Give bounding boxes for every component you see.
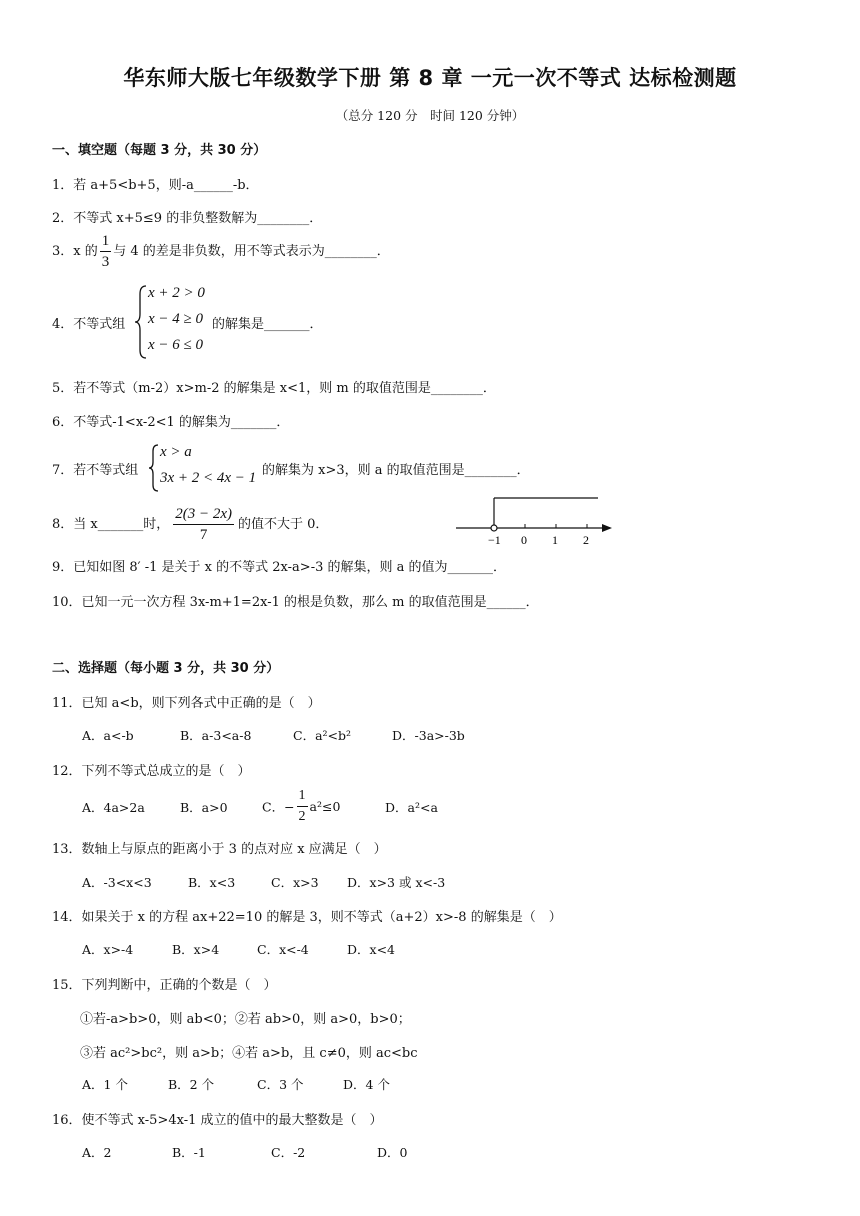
question-14: 14．如果关于 x 的方程 ax+22=10 的解是 3，则不等式（a+2）x>-8 的解集是（ ） bbox=[52, 910, 562, 925]
option-13-d: D．x>3 或 x<-3 bbox=[347, 875, 446, 890]
question-2: 2．不等式 x+5≤9 的非负整数解为________． bbox=[52, 211, 323, 226]
question-5: 5．若不等式（m-2）x>m-2 的解集是 x<1，则 m 的取值范围是________． bbox=[52, 381, 496, 396]
question-11: 11．已知 a<b，则下列各式中正确的是（ ） bbox=[52, 696, 321, 711]
question-1: 1．若 a+5<b+5，则-a______-b． bbox=[52, 178, 259, 193]
option-13-a: A．-3<x<3 bbox=[82, 875, 152, 890]
question-6: 6．不等式-1<x-2<1 的解集为_______． bbox=[52, 415, 290, 430]
question-3-post: 与 4 的差是非负数，用不等式表示为________． bbox=[113, 244, 390, 259]
question-7-post: 的解集为 x>3，则 a 的取值范围是________． bbox=[262, 463, 530, 478]
question-9: 9．已知如图 8′ -1 是关于 x 的不等式 2x-a>-3 的解集，则 a 的值为_______． bbox=[52, 560, 507, 575]
option-12-a: A．4a>2a bbox=[82, 800, 145, 815]
fraction-one-third bbox=[100, 231, 112, 272]
option-11-b: B．a-3<a-8 bbox=[180, 728, 252, 743]
option-11-d: D．-3a>-3b bbox=[392, 728, 465, 743]
option-15-c: C．3 个 bbox=[257, 1077, 304, 1092]
fraction-denominator: 7 bbox=[199, 527, 208, 543]
fraction-denominator: 3 bbox=[101, 254, 110, 270]
option-11-c: C．a²<b² bbox=[293, 728, 352, 743]
option-15-a: A．1 个 bbox=[82, 1077, 128, 1092]
option-12-c bbox=[262, 786, 340, 827]
tick-label: −1 bbox=[488, 533, 501, 547]
option-14-b: B．x>4 bbox=[172, 942, 220, 957]
question-15: 15．下列判断中，正确的个数是（ ） bbox=[52, 978, 277, 993]
question-12: 12．下列不等式总成立的是（ ） bbox=[52, 764, 251, 779]
option-15-d: D．4 个 bbox=[343, 1077, 390, 1092]
question-15-statements-1: ①若-a>b>0，则 ab<0；②若 ab>0，则 a>0，b>0； bbox=[80, 1012, 411, 1027]
option-12-c-prefix: C．− bbox=[262, 799, 295, 815]
question-13: 13．数轴上与原点的距离小于 3 的点对应 x 应满足（ ） bbox=[52, 842, 387, 857]
question-8-pre: 8．当 x_______时， bbox=[52, 517, 170, 532]
option-15-b: B．2 个 bbox=[168, 1077, 215, 1092]
system-7-line-1: x > a bbox=[160, 444, 192, 460]
option-16-b: B．-1 bbox=[172, 1145, 206, 1160]
system-4-line-2: x − 4 ≥ 0 bbox=[148, 311, 204, 327]
option-13-b: B．x<3 bbox=[188, 875, 236, 890]
option-12-d: D．a²<a bbox=[385, 800, 438, 815]
section-heading-fill-blank: 一、填空题（每题 3 分，共 30 分） bbox=[52, 143, 267, 158]
system-7-line-2: 3x + 2 < 4x − 1 bbox=[160, 470, 257, 486]
tick-label: 2 bbox=[583, 533, 589, 547]
system-4-line-1: x + 2 > 0 bbox=[148, 285, 205, 301]
option-14-d: D．x<4 bbox=[347, 942, 395, 957]
option-16-c: C．-2 bbox=[271, 1145, 306, 1160]
question-4-post: 的解集是_______． bbox=[212, 317, 323, 332]
option-12-c-suffix: a²≤0 bbox=[309, 799, 341, 814]
fraction-numerator: 1 bbox=[297, 786, 308, 807]
tick-label: 0 bbox=[521, 533, 527, 547]
question-3 bbox=[52, 231, 390, 272]
section-heading-multiple-choice: 二、选择题（每小题 3 分，共 30 分） bbox=[52, 661, 280, 676]
fraction-denominator: 2 bbox=[298, 809, 306, 824]
tick-label: 1 bbox=[552, 533, 558, 547]
fraction-numerator: 2(3 − 2x) bbox=[173, 504, 234, 525]
option-16-a: A．2 bbox=[82, 1145, 112, 1160]
fraction-expression bbox=[173, 504, 234, 545]
left-brace-icon bbox=[134, 284, 148, 360]
page-subtitle: （总分 120 分 时间 120 分钟） bbox=[335, 108, 525, 123]
question-3-pre: 3．x 的 bbox=[52, 244, 98, 259]
left-brace-icon bbox=[148, 443, 160, 493]
question-4-pre: 4．不等式组 bbox=[52, 317, 126, 332]
number-line-figure bbox=[452, 490, 622, 548]
question-8 bbox=[52, 504, 328, 545]
option-16-d: D．0 bbox=[377, 1145, 408, 1160]
system-4-line-3: x − 6 ≤ 0 bbox=[148, 337, 204, 353]
option-12-b: B．a>0 bbox=[180, 800, 228, 815]
option-14-a: A．x>-4 bbox=[82, 942, 134, 957]
option-14-c: C．x<-4 bbox=[257, 942, 309, 957]
question-10: 10．已知一元一次方程 3x-m+1=2x-1 的根是负数，那么 m 的取值范围是______． bbox=[52, 595, 539, 610]
fraction-numerator: 1 bbox=[100, 231, 112, 252]
option-11-a: A．a<-b bbox=[82, 728, 134, 743]
option-13-c: C．x>3 bbox=[271, 875, 319, 890]
open-circle-marker bbox=[491, 525, 497, 531]
question-8-post: 的值不大于 0． bbox=[238, 517, 329, 532]
question-7-pre: 7．若不等式组 bbox=[52, 463, 139, 478]
axis-arrow-icon bbox=[602, 524, 612, 532]
question-15-statements-2: ③若 ac²>bc²，则 a>b；④若 a>b，且 c≠0，则 ac<bc bbox=[80, 1046, 418, 1061]
fraction-one-half bbox=[297, 786, 308, 827]
page-title: 华东师大版七年级数学下册 第 8 章 一元一次不等式 达标检测题 bbox=[123, 66, 737, 90]
question-16: 16．使不等式 x-5>4x-1 成立的值中的最大整数是（ ） bbox=[52, 1113, 383, 1128]
